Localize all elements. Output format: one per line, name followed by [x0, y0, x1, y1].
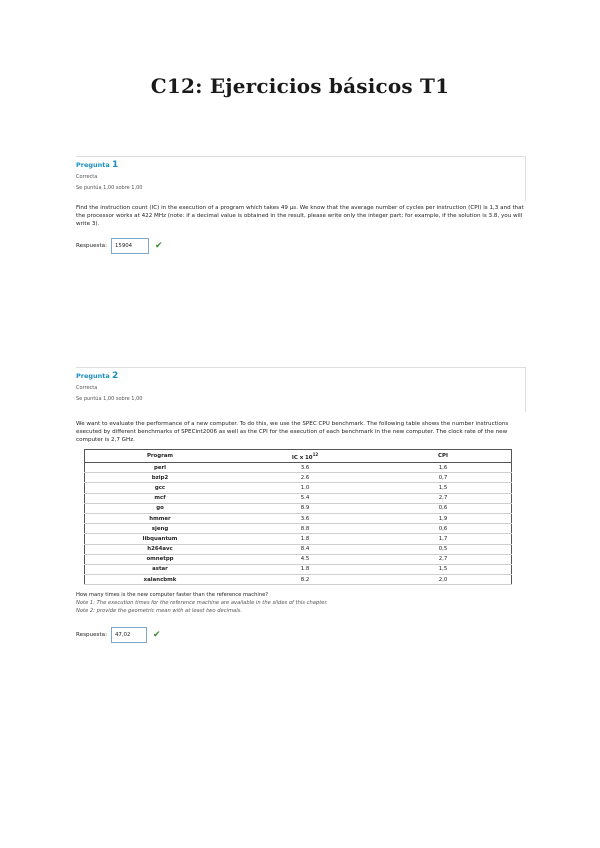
question-2-status: Correcta: [76, 385, 98, 391]
cell-program: h264avc: [85, 544, 236, 554]
table-row: [85, 463, 512, 473]
question-label-text: Pregunta: [76, 372, 110, 380]
cell-cpi: 1,5: [375, 564, 512, 574]
cell-program: xalancbmk: [85, 575, 236, 585]
header-cpi: CPI: [375, 450, 512, 463]
cell-ic: 1.8: [235, 564, 375, 574]
cell-program: sjeng: [85, 524, 236, 534]
question-1-answer-row: [76, 238, 526, 254]
cell-program: go: [85, 503, 236, 513]
cell-cpi: 0,7: [375, 473, 512, 483]
cell-cpi: 0,6: [375, 503, 512, 513]
cell-cpi: 2,7: [375, 493, 512, 503]
question-number: 1: [112, 160, 119, 170]
question-number: 2: [112, 371, 119, 381]
question-1-label: [76, 160, 118, 170]
question-1-status: Correcta: [76, 174, 98, 180]
question-2-text: We want to evaluate the performance of a new computer. To do this, we use the SPEC CPU benchmark. The following table shows the number instructions executed by different benchmarks of SPECint2006 as well as the CPI for the execution of each benchmark in the new computer. The clock rate of the new computer is 2,7 GHz.: [76, 421, 509, 443]
cell-ic: 8.2: [235, 575, 375, 585]
question-1: [76, 156, 526, 254]
cell-cpi: 1,6: [375, 463, 512, 473]
table-row: [85, 483, 512, 493]
correct-check-icon: ✔: [154, 241, 163, 251]
question-2-score: Se puntúa 1,00 sobre 1,00: [76, 396, 143, 402]
question-1-text: Find the instruction count (IC) in the execution of a program which takes 49 µs. We know that the average number of cycles per instruction (CPI) is 1,3 and that the processor works at 422 MHz (note: if a decimal value is obtained in the result, please write only the integer part; for example, if the solution is 3.8, you will write 3).: [76, 205, 524, 227]
question-1-score: Se puntúa 1,00 sobre 1,00: [76, 185, 143, 191]
table-row: [85, 554, 512, 564]
header-ic-exponent: 12: [312, 451, 319, 457]
table-row: [85, 575, 512, 585]
header-program: Program: [85, 450, 236, 463]
table-row: [85, 503, 512, 513]
table-row: [85, 513, 512, 523]
answer-label: Respuesta:: [76, 632, 107, 639]
cell-cpi: 1,5: [375, 483, 512, 493]
question-2-label: [76, 371, 118, 381]
cell-program: mcf: [85, 493, 236, 503]
question-2-answer-row: [76, 627, 526, 643]
cell-program: bzip2: [85, 473, 236, 483]
cell-ic: 8.4: [235, 544, 375, 554]
cell-ic: 2.6: [235, 473, 375, 483]
question-label-text: Pregunta: [76, 161, 110, 169]
question-2: [76, 367, 526, 643]
cell-ic: 5.4: [235, 493, 375, 503]
cell-ic: 1.0: [235, 483, 375, 493]
answer-label: Respuesta:: [76, 243, 107, 249]
table-row: [85, 534, 512, 544]
table-row: [85, 473, 512, 483]
cell-program: perl: [85, 463, 236, 473]
cell-ic: 3.6: [235, 463, 375, 473]
answer-input[interactable]: 47,02: [111, 627, 147, 643]
cell-program: hmmer: [85, 513, 236, 523]
cell-cpi: 0,5: [375, 544, 512, 554]
cell-ic: 4.5: [235, 554, 375, 564]
question-2-header: [76, 367, 526, 412]
question-2-prompt: How many times is the new computer faster than the reference machine?: [76, 592, 269, 599]
cell-cpi: 2,0: [375, 575, 512, 585]
cell-ic: 8.9: [235, 503, 375, 513]
benchmark-table: [84, 449, 512, 585]
cell-cpi: 0,6: [375, 524, 512, 534]
cell-ic: 1.8: [235, 534, 375, 544]
cell-cpi: 1,7: [375, 534, 512, 544]
table-row: [85, 564, 512, 574]
cell-program: omnetpp: [85, 554, 236, 564]
table-row: [85, 524, 512, 534]
cell-ic: 3.6: [235, 513, 375, 523]
header-ic-text: IC x 10: [291, 454, 313, 461]
cell-cpi: 2,7: [375, 554, 512, 564]
table-row: [85, 544, 512, 554]
benchmark-table-body: [85, 463, 512, 585]
question-2-note-1: Note 1: The execution times for the reference machine are available in the slides of this chapter.: [76, 600, 328, 607]
correct-check-icon: ✔: [152, 630, 161, 641]
question-1-header: [76, 156, 526, 201]
header-ic: [235, 450, 375, 463]
table-header-row: [85, 450, 512, 463]
table-row: [85, 493, 512, 503]
page-title: C12: Ejercicios básicos T1: [150, 74, 450, 98]
answer-input[interactable]: 15904: [111, 238, 149, 254]
question-2-note-2: Note 2: provide the geometric mean with at least two decimals.: [76, 608, 243, 615]
cell-program: astar: [85, 564, 236, 574]
cell-cpi: 1,9: [375, 513, 512, 523]
cell-ic: 8.8: [235, 524, 375, 534]
cell-program: libquantum: [85, 534, 236, 544]
cell-program: gcc: [85, 483, 236, 493]
